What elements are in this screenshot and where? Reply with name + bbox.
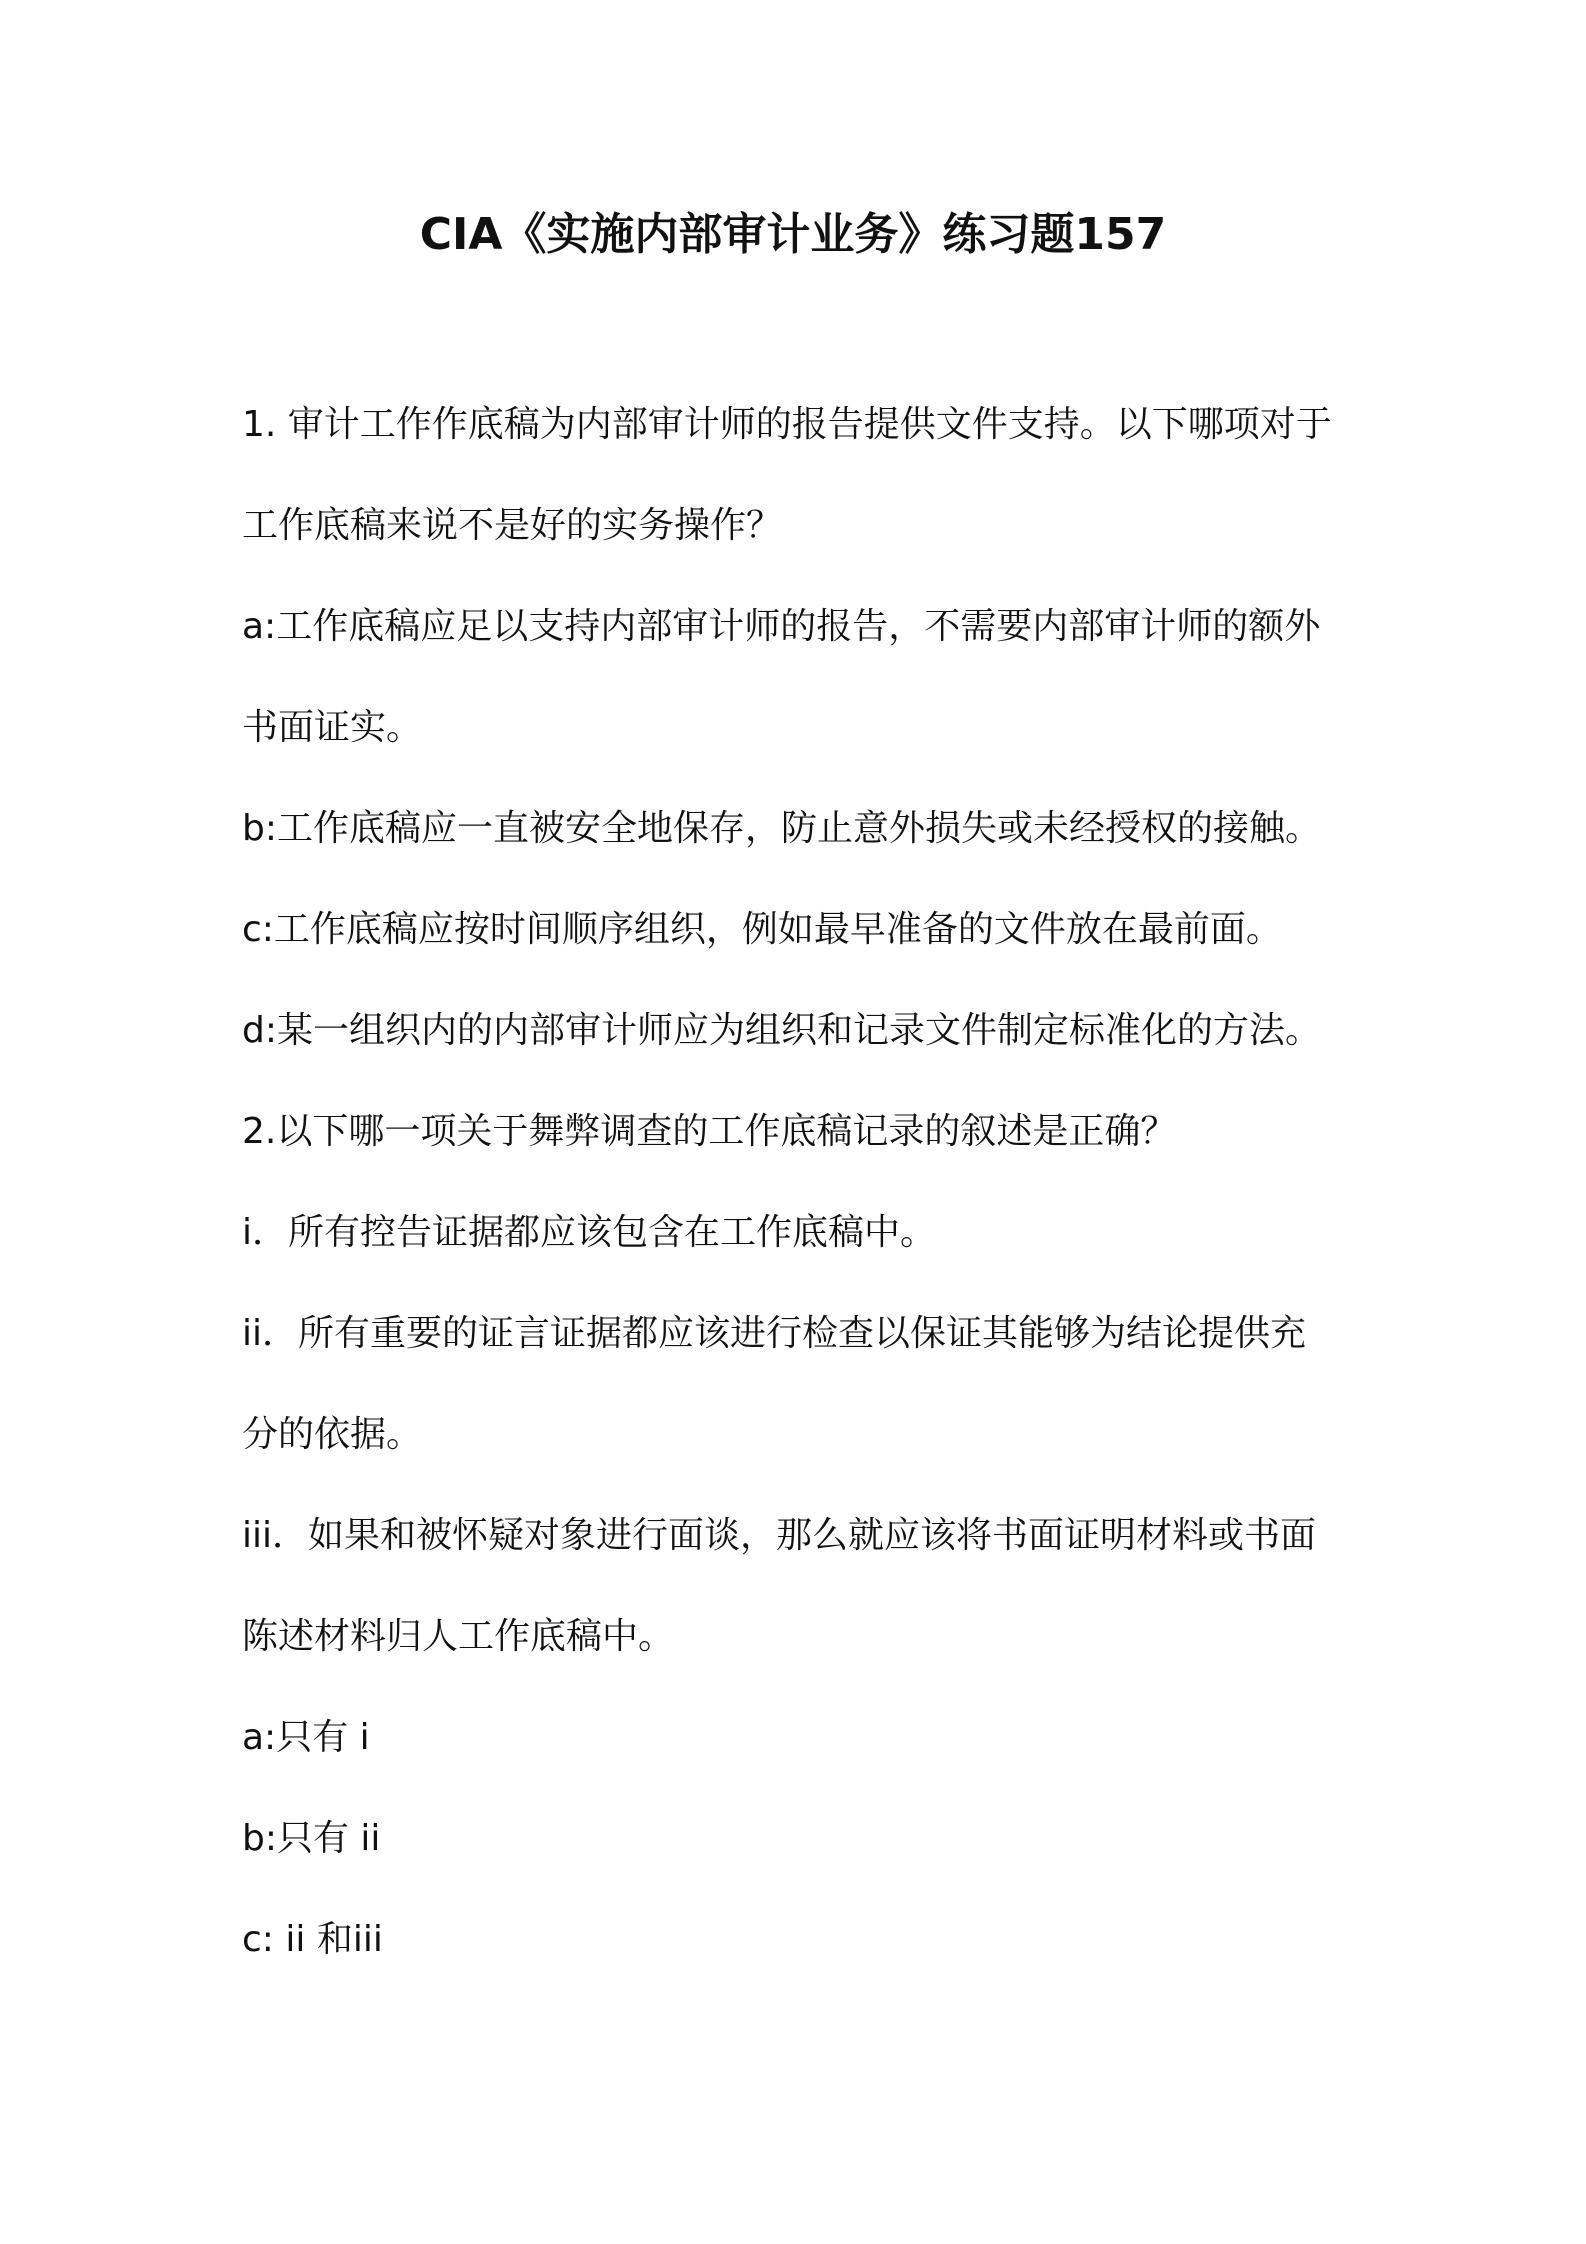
question-1-option-b: b:工作底稿应一直被安全地保存，防止意外损失或未经授权的接触。 [242, 808, 1321, 849]
question-1-option-a-line-2: 书面证实。 [242, 707, 423, 748]
question-2-statement-ii-line-2: 分的依据。 [242, 1414, 423, 1455]
question-2-statement-ii-line-1: ii．所有重要的证言证据都应该进行检查以保证其能够为结论提供充 [242, 1313, 1307, 1354]
question-2-option-a: a:只有 i [242, 1717, 370, 1758]
question-2-statement-iii-line-2: 陈述材料归人工作底稿中。 [242, 1616, 675, 1657]
question-2-statement-i: i．所有控告证据都应该包含在工作底稿中。 [242, 1212, 937, 1253]
question-1-option-a-line-1: a:工作底稿应足以支持内部审计师的报告，不需要内部审计师的额外 [242, 606, 1321, 647]
question-1-option-c: c:工作底稿应按时间顺序组织，例如最早准备的文件放在最前面。 [242, 909, 1282, 950]
question-1-line-1: 1. 审计工作作底稿为内部审计师的报告提供文件支持。以下哪项对于 [242, 404, 1332, 445]
page-title: CIA《实施内部审计业务》练习题157 [419, 209, 1167, 260]
question-1-line-2: 工作底稿来说不是好的实务操作？ [242, 505, 783, 546]
question-2-statement-iii-line-1: iii．如果和被怀疑对象进行面谈，那么就应该将书面证明材料或书面 [242, 1515, 1317, 1556]
question-2-stem: 2.以下哪一项关于舞弊调查的工作底稿记录的叙述是正确？ [242, 1111, 1177, 1152]
question-2-option-b: b:只有 ii [242, 1818, 381, 1859]
question-2-option-c: c: ii 和iii [242, 1919, 383, 1960]
question-1-option-d: d:某一组织内的内部审计师应为组织和记录文件制定标准化的方法。 [242, 1010, 1321, 1051]
